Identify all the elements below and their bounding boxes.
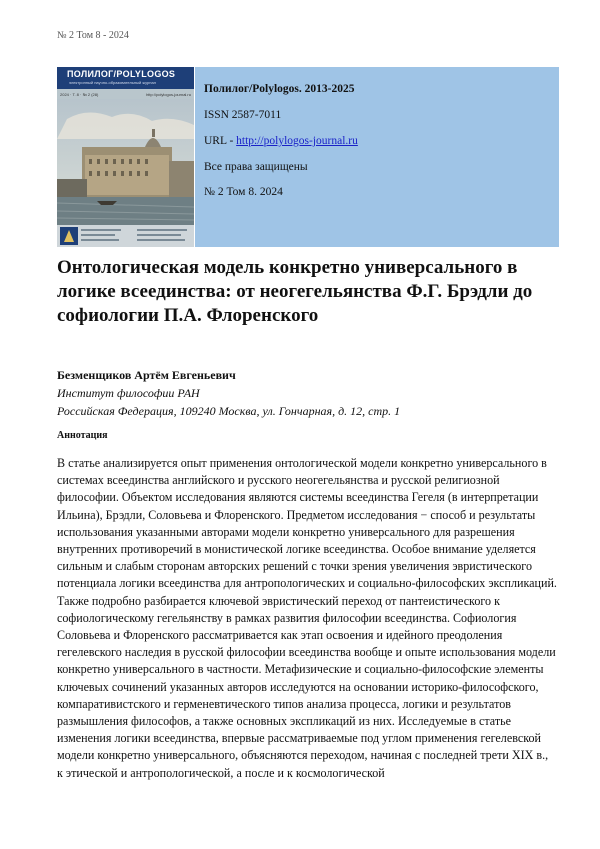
journal-url-link[interactable]: http://polylogos-journal.ru xyxy=(236,135,358,147)
cover-meta-issue: 2024 · Т. 8 · № 2 (28) xyxy=(60,92,99,97)
journal-issn: ISSN 2587-7011 xyxy=(204,109,282,121)
cover-subtitle: электронный научно-образовательный журнал xyxy=(69,80,157,85)
cover-meta xyxy=(60,92,191,97)
author-institution: Институт философии РАН xyxy=(57,386,200,400)
article-title: Онтологическая модель конкретно универсального в логике всеединства: от неогегельянства Ф.Г. Брэдли до софиологии П.А. Флоренского xyxy=(57,257,533,326)
journal-issue: № 2 Том 8. 2024 xyxy=(204,186,283,198)
journal-rights: Все права защищены xyxy=(204,161,308,173)
journal-cover-image xyxy=(57,67,194,247)
journal-url-label: URL - xyxy=(204,135,237,147)
issue-line: № 2 Том 8 - 2024 xyxy=(57,30,129,41)
journal-info-box xyxy=(195,67,559,247)
author-address: Российская Федерация, 109240 Москва, ул. Гончарная, д. 12, стр. 1 xyxy=(57,404,401,418)
journal-url-line xyxy=(204,135,358,147)
journal-name: Полилог/Polylogos. 2013-2025 xyxy=(204,83,355,95)
cover-logo: ПОЛИЛОГ/POLYLOGOS xyxy=(67,69,176,79)
article-author: Безменщиков Артём Евгеньевич xyxy=(57,368,236,382)
abstract-text: В статье анализируется опыт применения онтологической модели конкретно универсального в системах всеединства английского и русского неогегельянства и русской религиозной философии. Объектом исследования являются системы всеединства Гегеля (в интерпретации Ильина), Брэдли, Соловьева и Флоренского. Предметом исследования − способ и результаты использования указанными авторами модели конкретно универсального для разрешения внутренних противоречий в монистической логике всеединства. Особое внимание уделяется сильным и слабым сторонам авторских решений с точки зрения увеличения эвристического потенциала логики всеединства для антропологических и социально-философских экспликаций. Также подробно разбирается ключевой эвристический переход от пантеистического к софиологическому гегельянству в рамках развития философии всеединства. Софиология Соловьева и Флоренского рассматривается как этап освоения и идейного преодоления гегелевского наследия в русской философии всеединства вообще и опыте использования модели конкретно универсального в частности. Метафизические и социально-философские элементы ключевых сочинений указанных авторов исследуются на основании историко-философского, компаративистского и герменевтического типов анализа процесса, логики и результатов размышления философов, а также основных экспликаций из них. Исследуемые в статье изменения логики всеединства, впервые рассматриваемые под углом применения гегелевской модели конкретно универсального, объясняются переходом, начиная с последней трети XIX в., к этической и антропологической, а после и к космологической xyxy=(57,456,557,780)
cover-title-band xyxy=(57,67,194,89)
abstract-heading: Аннотация xyxy=(57,430,108,441)
cover-painting xyxy=(57,99,194,247)
cover-meta-url: http://polylogos-journal.ru xyxy=(146,92,191,97)
